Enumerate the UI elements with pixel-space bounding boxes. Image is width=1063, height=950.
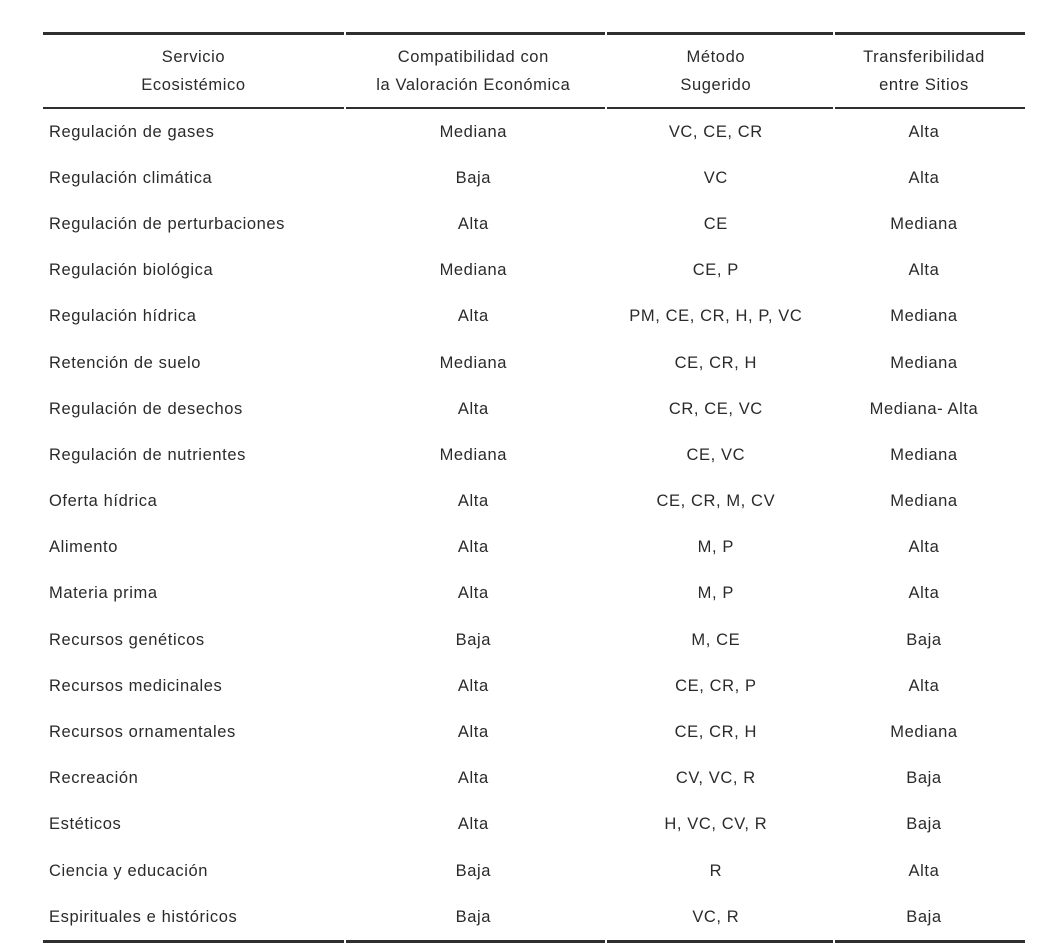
cell-transferibilidad: Alta [908,122,940,141]
table-row [43,709,1025,755]
column-header-line: la Valoración Económica [376,76,571,94]
cell-compatibilidad: Alta [457,307,489,326]
table-row [43,894,1025,940]
table-row [43,155,1025,201]
table-row [43,571,1025,617]
table-row [43,617,1025,663]
cell-servicio: Recursos medicinales [49,676,223,695]
cell-servicio: Recursos genéticos [49,630,205,649]
column-header-metodo [603,43,829,99]
cell-transferibilidad: Alta [908,538,940,557]
cell-servicio: Regulación hídrica [49,307,197,326]
rule-segment [607,32,833,35]
rule-segment [607,940,833,943]
cell-metodo: VC, CE, CR [668,122,763,141]
rule-segment [43,940,344,943]
cell-servicio: Regulación climática [49,168,213,187]
cell-compatibilidad: Mediana [439,122,508,141]
rule-segment [835,107,1025,109]
cell-transferibilidad: Alta [908,676,940,695]
cell-compatibilidad: Mediana [439,353,508,372]
cell-compatibilidad: Alta [457,815,489,834]
rule-segment [43,107,344,109]
cell-transferibilidad: Mediana [890,214,958,233]
rule-segment [835,940,1025,943]
cell-metodo: VC [703,168,728,187]
column-header-line: Servicio [161,48,226,66]
rule-segment [43,32,344,35]
cell-compatibilidad: Mediana [439,445,508,464]
table-row [43,432,1025,478]
cell-metodo: CE [703,214,728,233]
cell-compatibilidad: Alta [457,214,489,233]
cell-metodo: H, VC, CV, R [664,815,768,834]
cell-metodo: VC, R [692,907,740,926]
rule-segment [346,940,605,943]
cell-servicio: Regulación de gases [49,122,215,141]
cell-servicio: Estéticos [49,815,122,834]
cell-servicio: Ciencia y educación [49,861,209,880]
column-header-compatibilidad [344,43,603,99]
column-header-line: Método [686,48,746,66]
cell-servicio: Retención de suelo [49,353,202,372]
cell-transferibilidad: Baja [906,769,942,788]
cell-servicio: Materia prima [49,584,158,603]
column-header-line: Transferibilidad [863,48,985,66]
cell-transferibilidad: Mediana- Alta [869,399,979,418]
cell-metodo: CE, CR, M, CV [656,492,776,511]
table-row [43,663,1025,709]
cell-transferibilidad: Mediana [890,445,958,464]
cell-metodo: CR, CE, VC [668,399,763,418]
ecosystem-services-table [43,32,1025,943]
cell-compatibilidad: Alta [457,584,489,603]
table-bottom-rule [43,940,1025,943]
cell-servicio: Alimento [49,538,118,557]
cell-servicio: Oferta hídrica [49,492,158,511]
cell-compatibilidad: Mediana [439,261,508,280]
cell-compatibilidad: Alta [457,769,489,788]
table-row [43,525,1025,571]
cell-compatibilidad: Alta [457,399,489,418]
cell-servicio: Recreación [49,769,139,788]
cell-compatibilidad: Baja [455,907,492,926]
cell-transferibilidad: Alta [908,261,940,280]
cell-compatibilidad: Alta [457,723,489,742]
cell-compatibilidad: Alta [457,538,489,557]
cell-metodo: R [709,861,723,880]
cell-transferibilidad: Mediana [890,307,958,326]
cell-transferibilidad: Alta [908,584,940,603]
table-body [43,109,1025,940]
table-row [43,294,1025,340]
cell-transferibilidad: Baja [906,815,942,834]
cell-compatibilidad: Alta [457,492,489,511]
cell-metodo: PM, CE, CR, H, P, VC [629,307,803,326]
cell-servicio: Regulación de perturbaciones [49,214,286,233]
table-row [43,479,1025,525]
table-row [43,848,1025,894]
cell-compatibilidad: Baja [455,861,492,880]
cell-servicio: Regulación de nutrientes [49,445,246,464]
cell-transferibilidad: Mediana [890,723,958,742]
column-header-line: entre Sitios [879,76,969,94]
table-row [43,201,1025,247]
rule-segment [835,32,1025,35]
table-header-row [43,35,1025,107]
table-top-rule [43,32,1025,35]
table-header-rule [43,107,1025,109]
cell-transferibilidad: Baja [906,907,942,926]
cell-transferibilidad: Alta [908,861,940,880]
cell-metodo: M, P [697,538,734,557]
rule-segment [607,107,833,109]
cell-servicio: Regulación biológica [49,261,214,280]
cell-transferibilidad: Mediana [890,492,958,511]
cell-metodo: M, P [697,584,734,603]
column-header-line: Compatibilidad con [397,48,549,66]
column-header-servicio [43,43,344,99]
table-row [43,386,1025,432]
table-row [43,756,1025,802]
cell-metodo: M, CE [691,630,741,649]
cell-metodo: CE, CR, H [674,723,758,742]
table-row [43,248,1025,294]
cell-compatibilidad: Alta [457,676,489,695]
cell-metodo: CE, P [692,261,739,280]
cell-metodo: CV, VC, R [675,769,756,788]
column-header-line: Ecosistémico [141,76,246,94]
rule-segment [346,32,605,35]
cell-servicio: Recursos ornamentales [49,723,236,742]
column-header-transferibilidad [829,43,1019,99]
cell-compatibilidad: Baja [455,168,492,187]
column-header-line: Sugerido [680,76,752,94]
cell-transferibilidad: Mediana [890,353,958,372]
cell-servicio: Espirituales e históricos [49,907,238,926]
table-row [43,340,1025,386]
cell-servicio: Regulación de desechos [49,399,243,418]
cell-metodo: CE, CR, H [674,353,758,372]
cell-metodo: CE, VC [686,445,746,464]
cell-transferibilidad: Alta [908,168,940,187]
cell-transferibilidad: Baja [906,630,942,649]
cell-compatibilidad: Baja [455,630,492,649]
table-row [43,802,1025,848]
cell-metodo: CE, CR, P [675,676,757,695]
table-row [43,109,1025,155]
rule-segment [346,107,605,109]
